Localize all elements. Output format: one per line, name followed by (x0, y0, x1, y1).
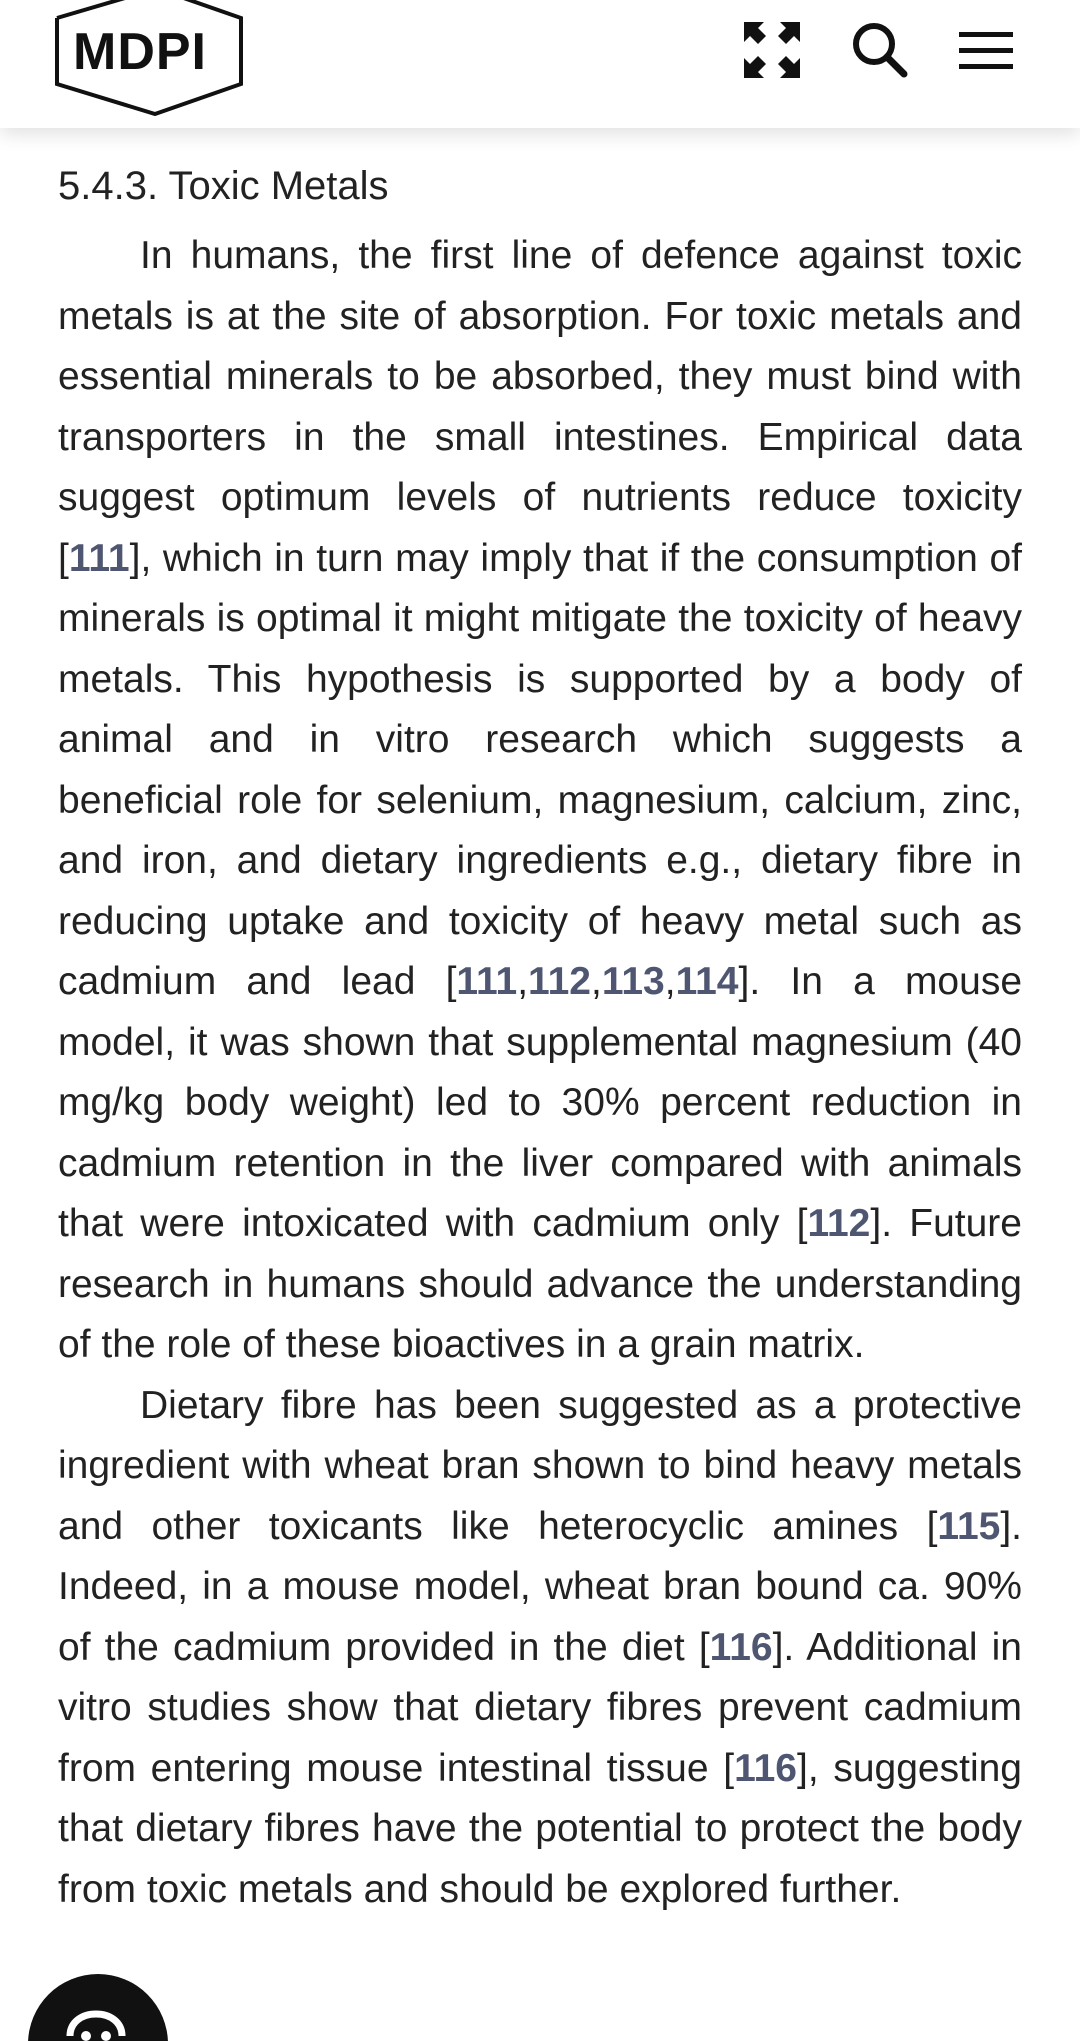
section-heading: 5.4.3. Toxic Metals (58, 164, 389, 208)
reference-link-116[interactable]: 116 (709, 1625, 773, 1669)
paragraph-toxic-metals-2 (58, 1376, 1022, 1921)
paragraph-text: In humans, the first line of defence against toxic metals is at the site of absorption. For toxic metals and essential minerals to be absorbed, they must bind with transporters in the small intestines. Empirical data suggest optimum levels of nutrients reduce toxicity [ (58, 234, 1022, 580)
separator: , (590, 960, 602, 1003)
separator: , (517, 960, 529, 1003)
reference-link-111[interactable]: 111 (68, 536, 130, 580)
hamburger-menu-icon[interactable] (955, 18, 1019, 82)
chat-icon (56, 1996, 140, 2041)
article-content (58, 150, 1022, 1920)
paragraph-text: ], which in turn may imply that if the consumption of minerals is optimal it might mitigate the toxicity of heavy metals. This hypothesis is supported by a body of animal and in vitro research which suggests a beneficial role for selenium, magnesium, calcium, zinc, and iron, and dietary ingredients e.g., dietary fibre in reducing uptake and toxicity of heavy metal such as cadmium and lead [ (58, 536, 1022, 1003)
mdpi-logo[interactable] (55, 0, 245, 116)
search-icon[interactable] (848, 18, 912, 82)
paragraph-text: ]. Additional in vitro studies show that dietary fibres prevent cadmium from entering mouse intestinal tissue [ (58, 1625, 1022, 1790)
reference-link-112[interactable]: 112 (807, 1202, 871, 1245)
expand-icon[interactable] (740, 18, 804, 82)
reference-link-112[interactable]: 112 (528, 960, 591, 1003)
logo-text: MDPI (73, 23, 207, 81)
reference-link-113[interactable]: 113 (601, 960, 665, 1003)
top-header (0, 0, 1080, 128)
paragraph-text: ]. Future research in humans should advance the understanding of the role of these bioactives in a grain matrix. (58, 1202, 1022, 1366)
paragraph-text: ]. Indeed, in a mouse model, wheat bran bound ca. 90% of the cadmium provided in the diet [ (58, 1504, 1022, 1669)
paragraph-toxic-metals-1 (58, 226, 1022, 1376)
reference-link-116[interactable]: 116 (734, 1746, 797, 1790)
floating-action-button[interactable] (28, 1974, 168, 2041)
paragraph-text: Dietary fibre has been suggested as a protective ingredient with wheat bran shown to bind heavy metals and other toxicants like heterocyclic amines [ (58, 1383, 1022, 1548)
paragraph-text: ], suggesting that dietary fibres have the potential to protect the body from toxic metals and should be explored further. (58, 1746, 1022, 1911)
paragraph-text: ]. In a mouse model, it was shown that supplemental magnesium (40 mg/kg body weight) led to 30% percent reduction in cadmium retention in the liver compared with animals that were intoxicated with cadmium only [ (58, 960, 1023, 1245)
reference-link-115[interactable]: 115 (937, 1504, 1001, 1548)
separator: , (664, 960, 676, 1003)
reference-link-111[interactable]: 111 (456, 960, 518, 1003)
reference-link-114[interactable]: 114 (675, 960, 739, 1003)
